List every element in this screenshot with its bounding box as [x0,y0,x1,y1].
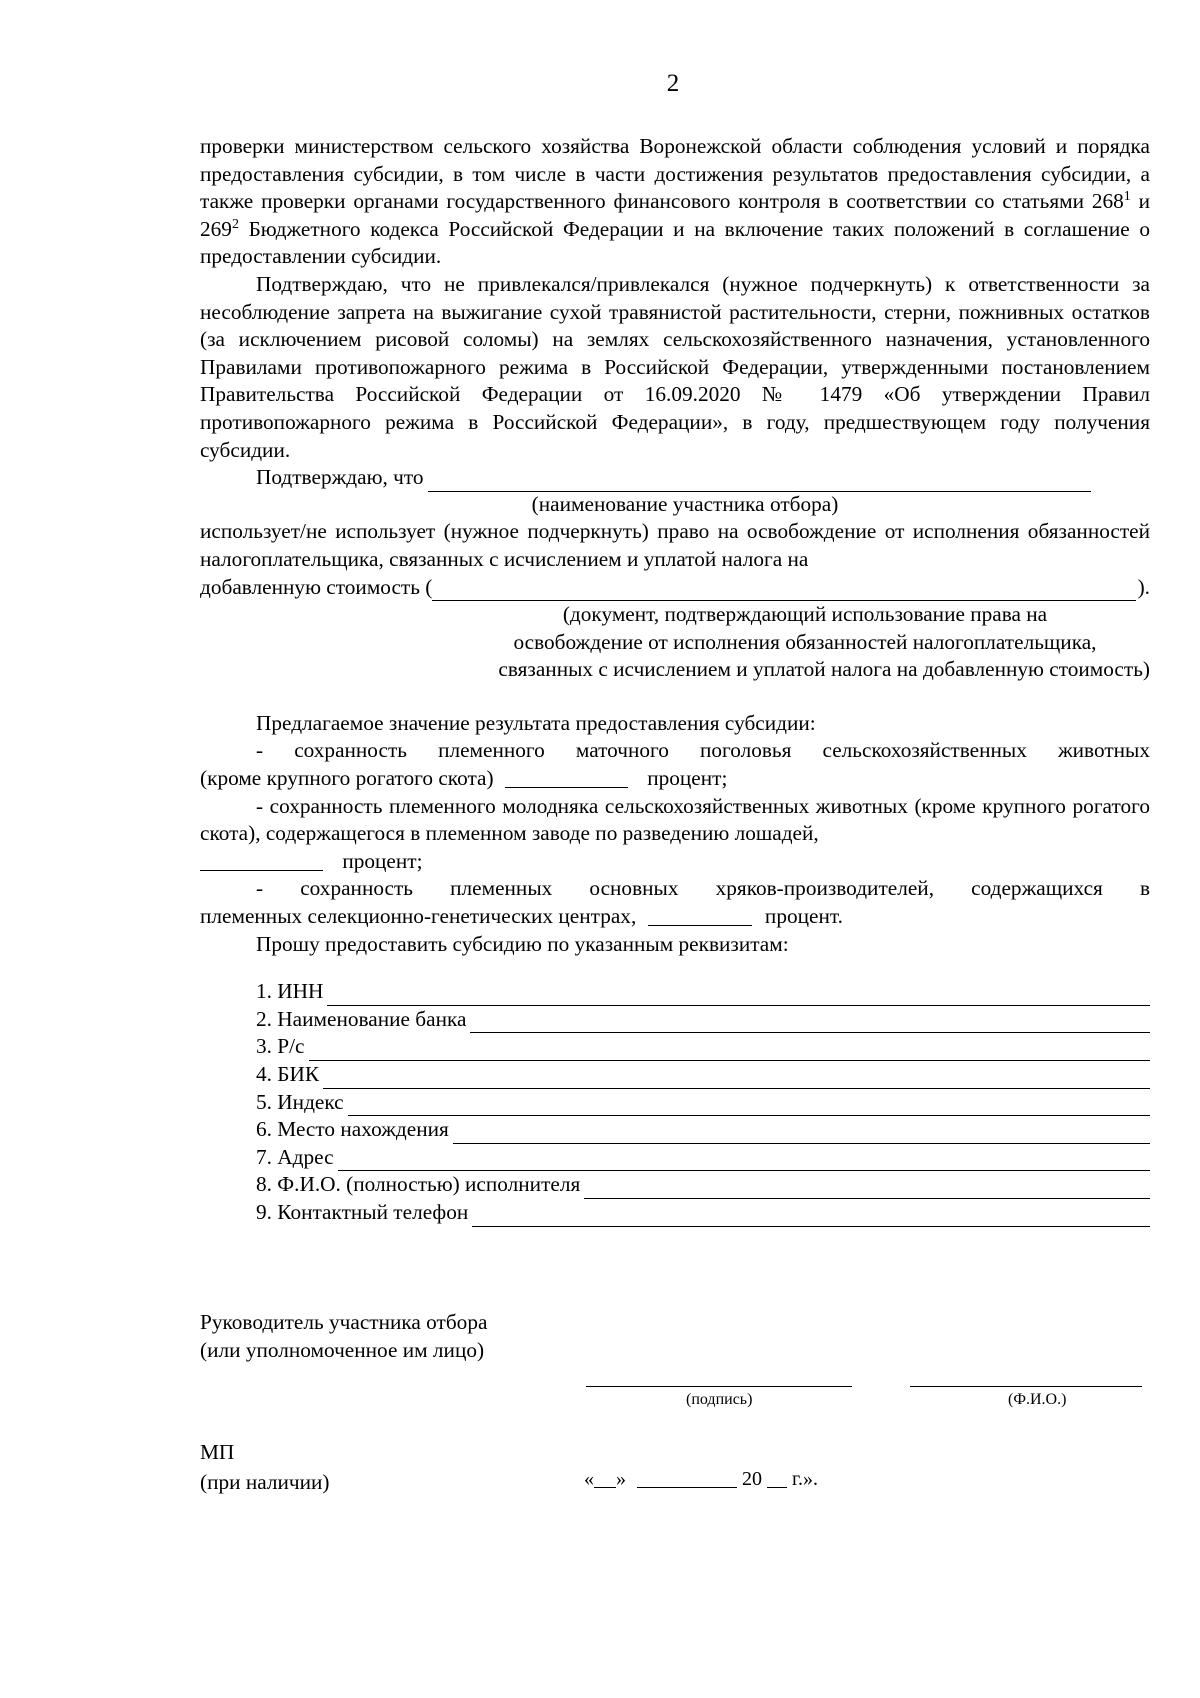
index-field[interactable] [348,1093,1150,1116]
participant-name-field[interactable] [428,469,1091,492]
phone-field[interactable] [472,1204,1150,1227]
result-item-3-text: племенных селекционно-генетических центрах, [200,904,637,929]
fio-caption: (Ф.И.О.) [1008,1391,1067,1408]
requisite-label: 9. Контактный телефон [256,1199,469,1224]
result-item-1-line1: - сохранность племенного маточного поголовья сельскохозяйственных животных [256,738,1150,763]
paragraph-control-consent [200,133,1150,271]
vat-caption-line1: (документ, подтверждающий использование права на [562,602,1048,627]
stamp-label: МП [200,1440,235,1464]
address-field[interactable] [338,1148,1150,1171]
account-field[interactable] [309,1038,1150,1061]
requisite-address [256,1144,1150,1172]
executor-name-field[interactable] [584,1176,1150,1199]
result-2-value-field[interactable] [200,850,323,871]
signatory-subtitle: (или уполномоченное им лицо) [200,1338,485,1362]
vat-caption-line3: связанных с исчислением и уплатой налога на добавленную стоимость) [498,657,1150,682]
participant-name-row [200,464,1091,492]
signatory-title: Руководитель участника отбора [200,1310,488,1334]
result-item-1-line2 [200,765,1150,793]
requisite-executor [256,1171,1150,1199]
signatory-block [200,1308,487,1364]
bik-field[interactable] [323,1066,1150,1089]
requisite-bank [256,1006,1150,1034]
requisite-index [256,1089,1150,1117]
requisite-account [256,1033,1150,1061]
vat-label: добавленную стоимость ( [200,574,433,599]
paragraph-text: и 269 [200,189,1150,241]
requisites-list [200,978,1150,1226]
requisite-label: 3. Р/с [256,1034,305,1059]
paragraph-vat: использует/не использует (нужное подчеркнуть) право на освобождение от исполнения обязанностей налогоплательщика, связанных с исчислением и уплатой налога на [200,519,1150,571]
result-1-value-field[interactable] [505,767,628,788]
paragraph-text: проверки министерством сельского хозяйства Воронежской области соблюдения условий и порядка предоставления субсидии, в том числе в части достижения результатов предоставления субсидии, а также проверки органами государственного финансового контроля в соответствии со статьями 268 [200,134,1150,214]
paragraph-text: Бюджетного кодекса Российской Федерации и на включение таких положений в соглашение о предоставлении субсидии. [200,216,1150,269]
result-item-1-text: (кроме крупного рогатого скота) [200,766,494,791]
date-month-field[interactable] [637,1467,737,1488]
vat-caption-line2: освобождение от исполнения обязанностей налогоплательщика, [513,629,1097,654]
date-line [584,1467,818,1491]
inn-field[interactable] [327,983,1150,1006]
document-body [200,133,1150,1227]
date-quote-close: » [616,1468,626,1490]
requisite-label: 7. Адрес [256,1144,334,1169]
vat-close: ). [1137,574,1150,599]
participant-name-caption: (наименование участника отбора) [531,491,839,516]
result-item-2: - сохранность племенного молодняка сельскохозяйственных животных (кроме крупного рогатого скота), содержащегося в племенном заводе по разведению лошадей, [200,793,1150,846]
fio-field[interactable] [910,1385,1142,1387]
requisite-phone [256,1199,1150,1227]
request-text: Прошу предоставить субсидию по указанным реквизитам: [256,931,789,956]
date-suffix: г.». [792,1468,818,1490]
bank-name-field[interactable] [470,1010,1150,1033]
paragraph-fire-responsibility: Подтверждаю, что не привлекался/привлекался (нужное подчеркнуть) к ответственности за несоблюдение запрета на выжигание сухой травянистой растительности, стерни, пожнивных остатков (за исключением рисовой соломы) на землях сельскохозяйственного назначения, установленного Правилами противопожарного режима в Российской Федерации, утвержденными постановлением Правительства Российской Федерации от 16.09.2020 № 1479 «Об утверждении Правил противопожарного режима в Российской Федерации», в году, предшествующем году получения субсидии. [200,271,1150,462]
result-item-3-line2 [200,903,1150,931]
result-3-unit: процент. [764,904,843,929]
result-1-unit: процент; [647,766,728,791]
result-item-2-value-row [200,848,1150,876]
stamp-block [200,1437,330,1497]
date-year-field[interactable] [767,1467,787,1488]
requisite-label: 1. ИНН [256,979,324,1004]
result-heading: Предлагаемое значение результата предоставления субсидии: [256,710,816,735]
result-item-3-line1: - сохранность племенных основных хряков-производителей, содержащихся в [256,876,1150,901]
location-field[interactable] [453,1121,1150,1144]
requisite-label: 4. БИК [256,1062,320,1086]
page-number: 2 [666,70,680,97]
result-2-unit: процент; [342,848,423,873]
date-day-field[interactable] [594,1467,616,1488]
signature-field[interactable] [586,1385,852,1387]
requisite-inn [256,978,1150,1006]
requisite-location [256,1116,1150,1144]
requisite-label: 5. Индекс [256,1089,344,1114]
vat-document-field[interactable] [432,578,1135,601]
date-year-prefix: 20 [742,1468,762,1490]
date-quote-open: « [584,1468,594,1490]
superscript: 1 [1123,189,1131,205]
vat-document-row [200,574,1150,602]
requisite-label: 6. Место нахождения [256,1117,449,1142]
requisite-label: 2. Наименование банка [256,1006,467,1031]
confirm-label: Подтверждаю, что [256,465,424,490]
result-3-value-field[interactable] [648,905,752,926]
stamp-note: (при наличии) [200,1470,330,1494]
requisite-label: 8. Ф.И.О. (полностью) исполнителя [256,1172,581,1197]
requisite-bik [256,1061,1150,1089]
superscript: 2 [231,216,239,232]
signature-caption: (подпись) [686,1391,753,1408]
